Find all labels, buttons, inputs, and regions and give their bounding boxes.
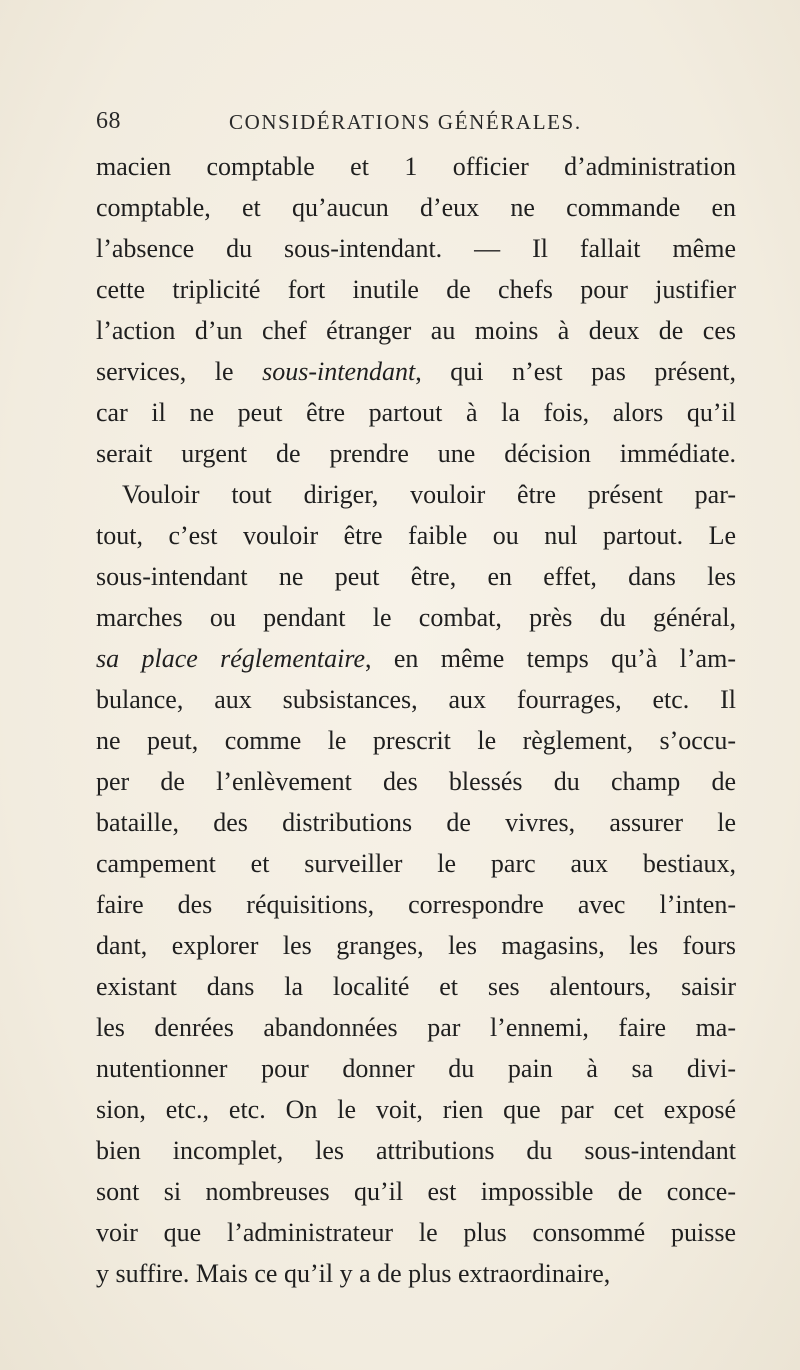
text-segment: Vouloir tout diriger, vouloir être présent par- bbox=[122, 480, 736, 509]
text-line bbox=[96, 515, 736, 556]
text-segment: marches ou pendant le combat, près du général, bbox=[96, 603, 736, 632]
text-segment: bien incomplet, les attributions du sous-intendant bbox=[96, 1136, 736, 1165]
text-segment: dant, explorer les granges, les magasins, les fours bbox=[96, 931, 736, 960]
text-line bbox=[96, 966, 736, 1007]
text-line bbox=[96, 1212, 736, 1253]
text-segment: l’action d’un chef étranger au moins à deux de ces bbox=[96, 316, 736, 345]
text-segment: sous-intendant ne peut être, en effet, dans les bbox=[96, 562, 736, 591]
text-line bbox=[96, 1171, 736, 1212]
text-segment: sont si nombreuses qu’il est impossible de conce- bbox=[96, 1177, 736, 1206]
text-segment: car il ne peut être partout à la fois, alors qu’il bbox=[96, 398, 736, 427]
text-segment: sion, etc., etc. On le voit, rien que par cet exposé bbox=[96, 1095, 736, 1124]
text-line bbox=[96, 187, 736, 228]
text-segment: , en même temps qu’à l’am- bbox=[365, 644, 736, 673]
text-line bbox=[96, 474, 736, 515]
text-segment: campement et surveiller le parc aux bestiaux, bbox=[96, 849, 736, 878]
page-number: 68 bbox=[96, 108, 121, 134]
text-line bbox=[96, 761, 736, 802]
text-line bbox=[96, 1253, 736, 1294]
text-segment: bulance, aux subsistances, aux fourrages, etc. Il bbox=[96, 685, 736, 714]
text-segment: bataille, des distributions de vivres, assurer le bbox=[96, 808, 736, 837]
text-line bbox=[96, 925, 736, 966]
text-line bbox=[96, 1007, 736, 1048]
text-line bbox=[96, 638, 736, 679]
text-segment: voir que l’administrateur le plus consommé puisse bbox=[96, 1218, 736, 1247]
text-segment: macien comptable et 1 officier d’administration bbox=[96, 152, 736, 181]
text-segment: existant dans la localité et ses alentours, saisir bbox=[96, 972, 736, 1001]
text-line bbox=[96, 269, 736, 310]
text-line bbox=[96, 679, 736, 720]
text-segment: comptable, et qu’aucun d’eux ne commande en bbox=[96, 193, 736, 222]
italic-text-segment: sous-intendant bbox=[262, 357, 416, 386]
text-line bbox=[96, 843, 736, 884]
text-segment: serait urgent de prendre une décision immédiate. bbox=[96, 439, 736, 468]
italic-text-segment: sa place réglementaire bbox=[96, 644, 366, 673]
text-segment: nutentionner pour donner du pain à sa divi- bbox=[96, 1054, 736, 1083]
text-line bbox=[96, 433, 736, 474]
text-segment: les denrées abandonnées par l’ennemi, faire ma- bbox=[96, 1013, 736, 1042]
text-line bbox=[96, 310, 736, 351]
text-segment: l’absence du sous-intendant. — Il fallait même bbox=[96, 234, 736, 263]
text-line bbox=[96, 720, 736, 761]
text-segment: tout, c’est vouloir être faible ou nul partout. Le bbox=[96, 521, 736, 550]
text-segment: ne peut, comme le prescrit le règlement, s’occu- bbox=[96, 726, 736, 755]
text-line bbox=[96, 351, 736, 392]
text-line bbox=[96, 802, 736, 843]
text-segment: per de l’enlèvement des blessés du champ de bbox=[96, 767, 736, 796]
text-line bbox=[96, 1130, 736, 1171]
text-segment: faire des réquisitions, correspondre avec l’inten- bbox=[96, 890, 736, 919]
text-segment: , qui n’est pas présent, bbox=[415, 357, 736, 386]
text-segment: services, le bbox=[96, 357, 263, 386]
text-line bbox=[96, 556, 736, 597]
text-line bbox=[96, 228, 736, 269]
text-line bbox=[96, 392, 736, 433]
text-line bbox=[96, 146, 736, 187]
text-line bbox=[96, 597, 736, 638]
text-segment: cette triplicité fort inutile de chefs pour justifier bbox=[96, 275, 736, 304]
text-line bbox=[96, 884, 736, 925]
text-line bbox=[96, 1048, 736, 1089]
running-head: CONSIDÉRATIONS GÉNÉRALES. bbox=[229, 110, 582, 134]
page-header bbox=[96, 108, 736, 142]
text-line bbox=[96, 1089, 736, 1130]
body-text bbox=[96, 146, 736, 1294]
text-segment: y suffire. Mais ce qu’il y a de plus extraordinaire, bbox=[96, 1259, 611, 1288]
